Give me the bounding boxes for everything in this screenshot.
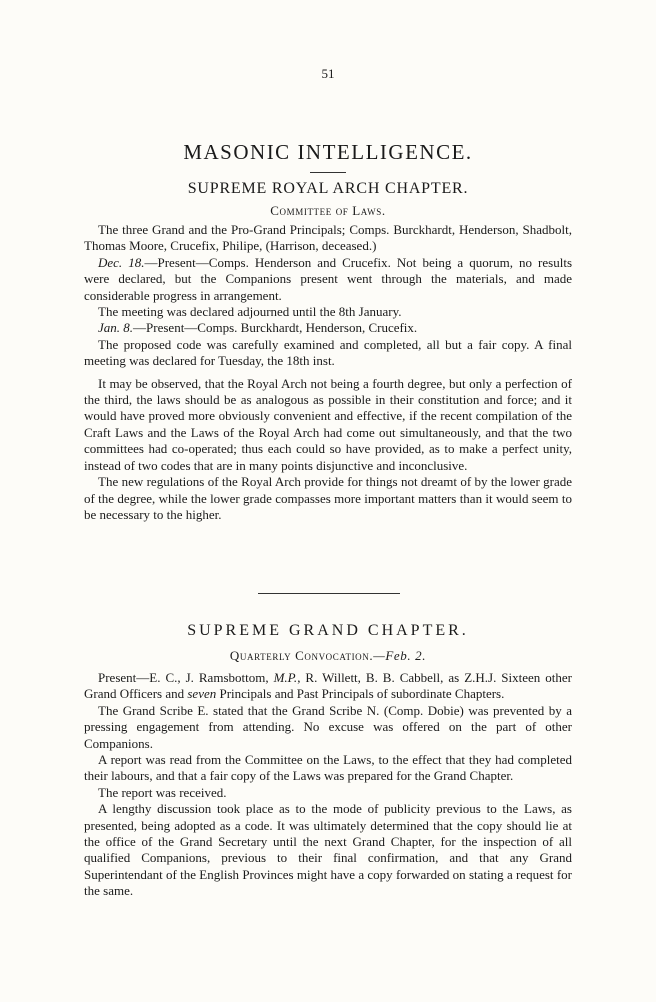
section1-body [84, 222, 572, 523]
section1-paragraph: It may be observed, that the Royal Arch not being a fourth degree, but only a perfection of the third, the laws should be as analogous as possible in their constitution and force; and it would have proved more obviously convenient and effective, if the recent compilation of the Craft Laws and the Laws of the Royal Arch had come out simultaneously, and that the two committees had co-operated; thus each could so have provided, as to make a perfect unity, instead of two codes that are in many points disjunctive and inconclusive. [84, 375, 572, 473]
section2-body [84, 670, 572, 900]
section1-subtitle: Committee of Laws. [270, 203, 386, 218]
date-label: Dec. 18. [98, 254, 145, 270]
section1-paragraph: The new regulations of the Royal Arch provide for things not dreamt of by the lower grade of the degree, while the lower grade compasses more important matters than it would seem to be necessary to the higher. [84, 474, 572, 522]
section1-paragraph: The meeting was declared adjourned until the 8th January. [98, 304, 402, 320]
section-divider-rule [258, 593, 400, 594]
section2-title: SUPREME GRAND CHAPTER. [187, 622, 469, 639]
section2-subtitle: Quarterly Convocation.—Feb. 2. [229, 648, 427, 663]
section1-paragraph: Dec. 18.—Present—Comps. Henderson and Crucefix. Not being a quorum, no results were declared, but the Companions present went through the materials, and made considerable progress in arrangement. [84, 254, 572, 303]
date-label: Jan. 8. [98, 320, 134, 336]
section1-paragraph: The three Grand and the Pro-Grand Principals; Comps. Burckhardt, Henderson, Shadbolt, Thomas Moore, Crucefix, Philipe, (Harrison, deceased.) [84, 222, 572, 254]
section2-paragraph: The Grand Scribe E. stated that the Grand Scribe N. (Comp. Dobie) was prevented by a pressing engagement from attending. No excuse was offered on the part of other Companions. [84, 702, 572, 751]
section2-paragraph: The report was received. [98, 784, 227, 800]
section1-title: SUPREME ROYAL ARCH CHAPTER. [187, 180, 469, 197]
main-heading: MASONIC INTELLIGENCE. [183, 140, 473, 164]
heading-rule [310, 172, 346, 173]
section1-paragraph: The proposed code was carefully examined and completed, all but a fair copy. A final meeting was declared for Tuesday, the 18th inst. [84, 336, 572, 369]
section1-paragraph: Jan. 8.—Present—Comps. Burckhardt, Henderson, Crucefix. [98, 320, 418, 336]
page-number: 51 [321, 66, 335, 81]
section2-paragraph: A report was read from the Committee on the Laws, to the effect that they had completed their labours, and that a fair copy of the Laws was prepared for the Grand Chapter. [84, 752, 572, 784]
section2-paragraph: Present—E. C., J. Ramsbottom, M.P., R. Willett, B. B. Cabbell, as Z.H.J. Sixteen other Grand Officers and seven Principals and Past Principals of subordinate Chapters. [84, 670, 572, 702]
section2-paragraph: A lengthy discussion took place as to the mode of publicity previous to the Laws, as presented, being adopted as a code. It was ultimately determined that the copy should lie at the office of the Grand Secretary until the next Grand Chapter, for the inspection of all qualified Companions, previous to their final confirmation, and that any Grand Superintendant of the English Provinces might have a copy forwarded on stating a request for the same. [84, 801, 572, 899]
